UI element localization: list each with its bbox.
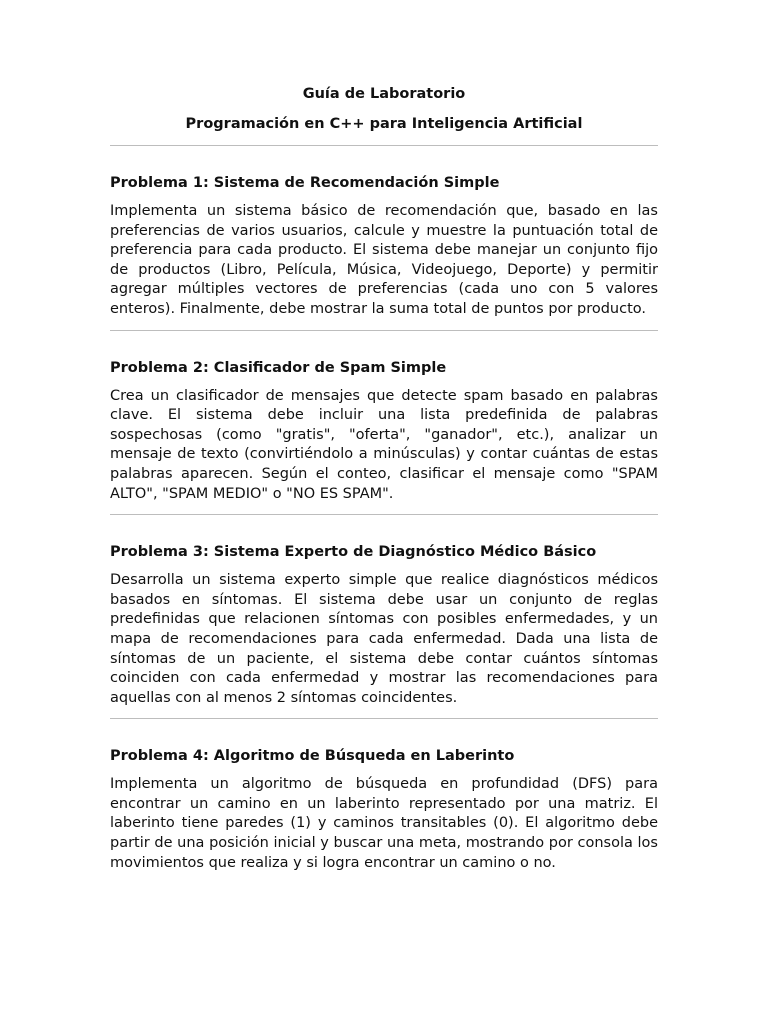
problem-section-2 (110, 357, 658, 516)
problem-heading: Problema 4: Algoritmo de Búsqueda en Laberinto (110, 748, 515, 765)
problem-section-4 (110, 745, 658, 873)
divider (110, 514, 658, 515)
problem-description: Implementa un sistema básico de recomendación que, basado en las preferencias de varios usuarios, calcule y muestre la puntuación total de preferencia para cada producto. El sistema debe manejar un conjunto fijo de productos (Libro, Película, Música, Videojuego, Deporte) y permitir agregar múltiples vectores de preferencias (cada uno con 5 valores enteros). Finalmente, debe mostrar la suma total de puntos por producto. (110, 203, 658, 317)
document-subtitle: Programación en C++ para Inteligencia Artificial (185, 116, 583, 132)
document-page (110, 83, 658, 873)
document-title: Guía de Laboratorio (302, 86, 466, 102)
problem-description: Desarrolla un sistema experto simple que realice diagnósticos médicos basados en síntomas. El sistema debe usar un conjunto de reglas predefinidas que relacionen síntomas con posibles enfermedades, y un mapa de recomendaciones para cada enfermedad. Dada una lista de síntomas de un paciente, el sistema debe contar cuántos síntomas coinciden con cada enfermedad y mostrar las recomendaciones para aquellas con al menos 2 síntomas coincidentes. (110, 572, 658, 706)
divider (110, 145, 658, 146)
problem-description: Crea un clasificador de mensajes que detecte spam basado en palabras clave. El sistema debe incluir una lista predefinida de palabras sospechosas (como "gratis", "oferta", "ganador", etc.), analizar un mensaje de texto (convirtiéndolo a minúsculas) y contar cuántas de estas palabras aparecen. Según el conteo, clasificar el mensaje como "SPAM ALTO", "SPAM MEDIO" o "NO ES SPAM". (110, 387, 658, 502)
divider (110, 330, 658, 331)
problem-description: Implementa un algoritmo de búsqueda en profundidad (DFS) para encontrar un camino en un laberinto representado por una matriz. El laberinto tiene paredes (1) y caminos transitables (0). El algoritmo debe partir de una posición inicial y buscar una meta, mostrando por consola los movimientos que realiza y si logra encontrar un camino o no. (110, 776, 658, 871)
problem-heading: Problema 3: Sistema Experto de Diagnóstico Médico Básico (110, 544, 597, 561)
problem-heading: Problema 2: Clasificador de Spam Simple (110, 359, 447, 376)
problem-section-3 (110, 541, 658, 719)
divider (110, 718, 658, 719)
problem-section-1 (110, 172, 658, 331)
problem-heading: Problema 1: Sistema de Recomendación Simple (110, 175, 500, 191)
